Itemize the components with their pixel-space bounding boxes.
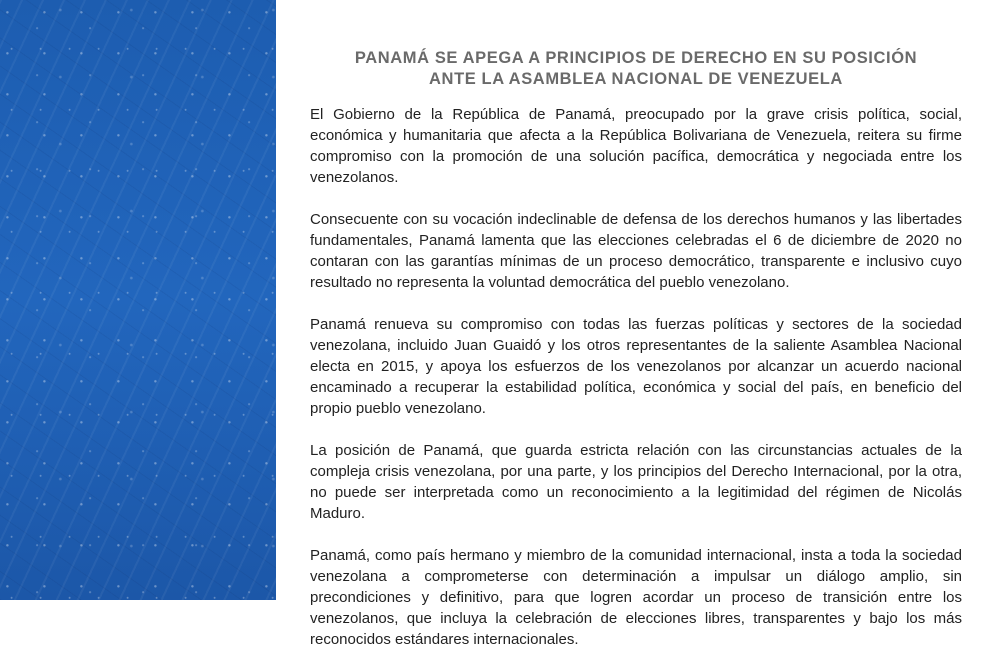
- band-texture: [0, 0, 276, 600]
- paragraph-3: Panamá renueva su compromiso con todas las fuerzas políticas y sectores de la sociedad venezolana, incluido Juan Guaidó y los otros representantes de la saliente Asamblea Nacional electa en 2015, y apoya los esfuerzos de los venezolanos por alcanzar un acuerdo nacional encaminado a recuperar la estabilidad política, económica y social del país, en beneficio del propio pueblo venezolano.: [310, 316, 962, 417]
- title-line-1: PANAMÁ SE APEGA A PRINCIPIOS DE DERECHO EN SU POSICIÓN: [354, 49, 918, 67]
- title-line-2: ANTE LA ASAMBLEA NACIONAL DE VENEZUELA: [429, 70, 843, 88]
- decorative-blue-band: [0, 0, 276, 600]
- statement-title: [310, 48, 962, 90]
- paragraph-4: La posición de Panamá, que guarda estricta relación con las circunstancias actuales de la compleja crisis venezolana, por una parte, y los principios del Derecho Internacional, por la otra, no puede ser interpretada como un reconocimiento a la legitimidad del régimen de Nicolás Maduro.: [310, 442, 962, 522]
- paragraph-2: Consecuente con su vocación indeclinable de defensa de los derechos humanos y las libertades fundamentales, Panamá lamenta que las elecciones celebradas el 6 de diciembre de 2020 no contaran con las garantías mínimas de un proceso democrático, transparente e inclusivo cuyo resultado no representa la voluntad democrática del pueblo venezolano.: [310, 211, 962, 291]
- paragraph-1: El Gobierno de la República de Panamá, preocupado por la grave crisis política, social, económica y humanitaria que afecta a la República Bolivariana de Venezuela, reitera su firme compromiso con la promoción de una solución pacífica, democrática y negociada entre los venezolanos.: [310, 106, 962, 186]
- paragraph-5: Panamá, como país hermano y miembro de la comunidad internacional, insta a toda la sociedad venezolana a comprometerse con determinación a impulsar un diálogo amplio, sin precondiciones y definitivo, para que logren acordar un proceso de transición entre los venezolanos, que incluya la celebración de elecciones libres, transparentes y bajo los más reconocidos estándares internacionales.: [310, 547, 962, 648]
- statement-content: [310, 48, 962, 671]
